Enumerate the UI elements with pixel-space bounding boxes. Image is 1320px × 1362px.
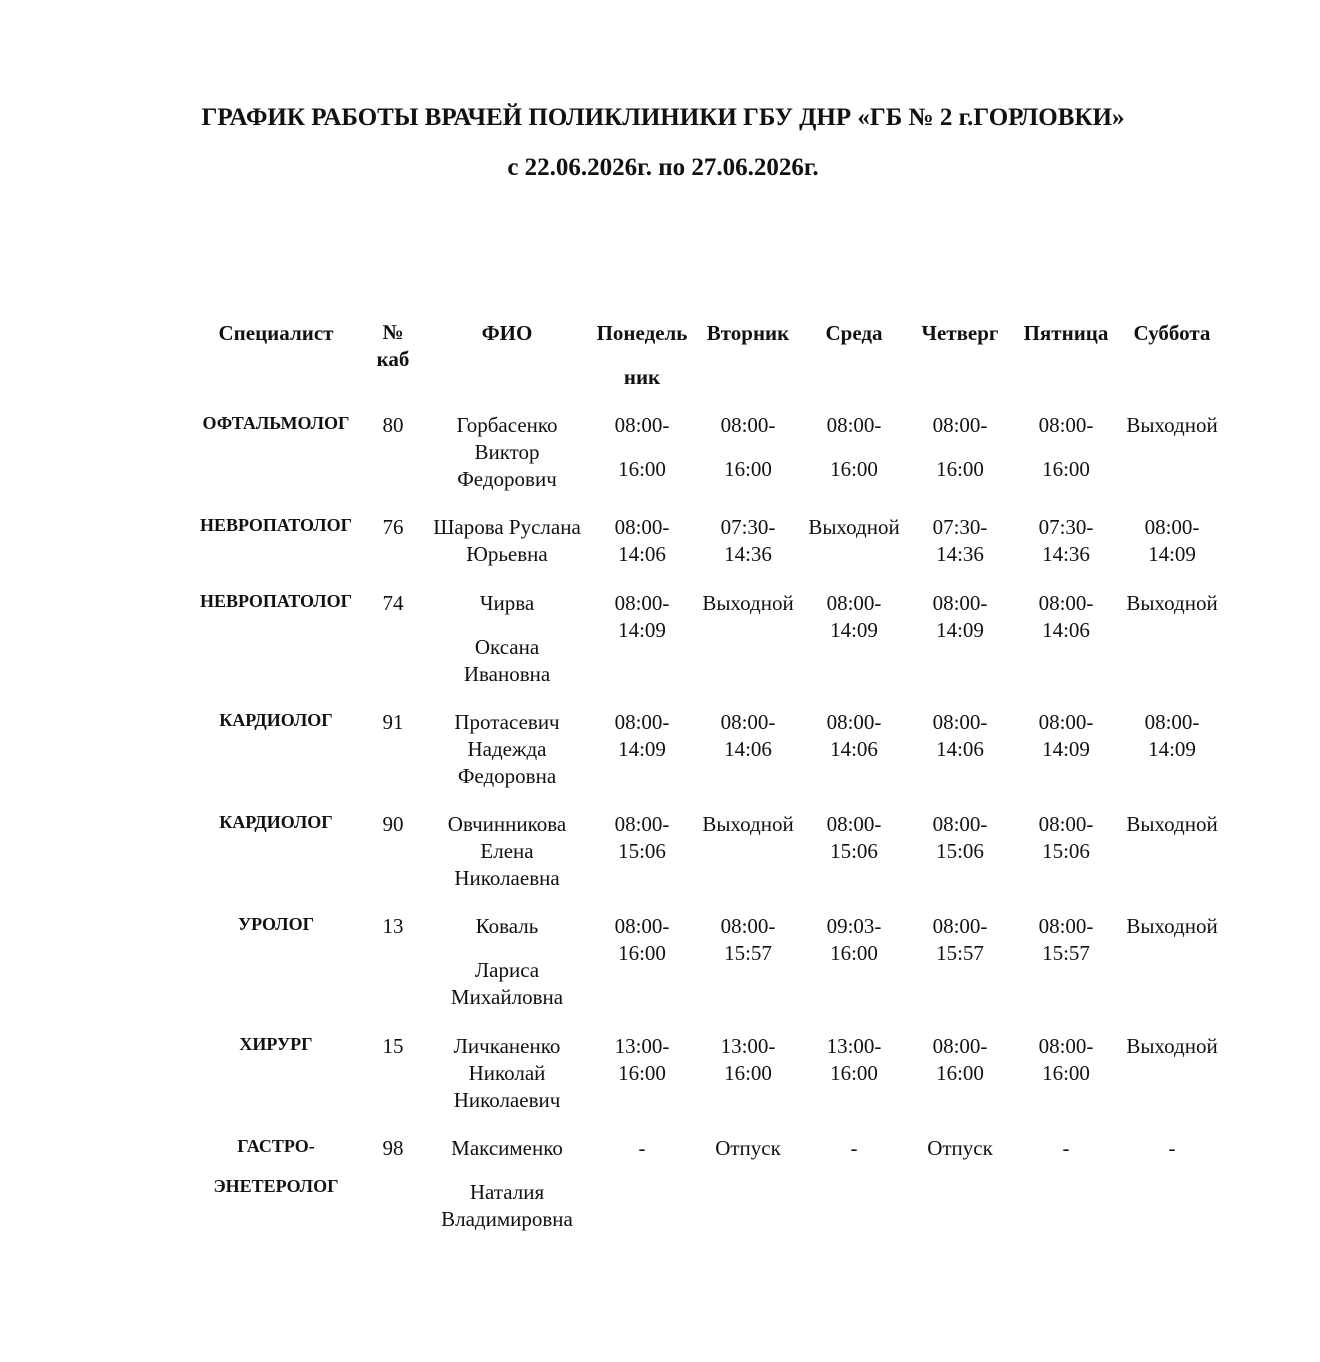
row-day-cell: 14:09 — [830, 618, 878, 642]
row-specialist: ХИРУРГ — [239, 1034, 313, 1054]
row-day-cell: 08:00- — [720, 710, 776, 734]
row-day-cell: - — [850, 1136, 858, 1160]
header-monday: ник — [623, 365, 661, 389]
row-day-cell: Выходной — [1126, 914, 1218, 938]
row-day-cell: 16:00 — [1042, 457, 1090, 481]
row-day-cell: 16:00 — [936, 457, 984, 481]
row-day-cell: 16:00 — [830, 457, 878, 481]
row-day-cell: Выходной — [1126, 1034, 1218, 1058]
row-day-cell: 14:36 — [936, 542, 984, 566]
row-day-cell: Выходной — [808, 515, 900, 539]
row-day-cell: 14:09 — [1042, 737, 1090, 761]
row-day-cell: Отпуск — [715, 1136, 781, 1160]
row-day-cell: 16:00 — [724, 1061, 772, 1085]
row-name: Николаевич — [453, 1088, 561, 1112]
row-day-cell: 08:00- — [826, 413, 882, 437]
row-day-cell: 15:57 — [724, 941, 772, 965]
row-name: Коваль — [475, 914, 539, 938]
row-day-cell: 08:00- — [826, 710, 882, 734]
row-day-cell: 14:06 — [936, 737, 984, 761]
row-day-cell: 14:09 — [618, 618, 666, 642]
row-day-cell: 14:09 — [936, 618, 984, 642]
row-day-cell: Отпуск — [927, 1136, 993, 1160]
row-day-cell: 14:06 — [724, 737, 772, 761]
row-name: Оксана — [474, 635, 540, 659]
row-day-cell: 14:36 — [1042, 542, 1090, 566]
row-day-cell: - — [1168, 1136, 1176, 1160]
row-name: Чирва — [479, 591, 535, 615]
row-room: 76 — [382, 515, 404, 539]
row-day-cell: 16:00 — [830, 941, 878, 965]
row-room: 80 — [382, 413, 404, 437]
row-name: Овчинникова — [447, 812, 567, 836]
row-day-cell: 13:00- — [720, 1034, 776, 1058]
row-day-cell: 14:09 — [1148, 542, 1196, 566]
row-day-cell: 09:03- — [826, 914, 882, 938]
row-day-cell: 08:00- — [932, 591, 988, 615]
row-day-cell: 15:57 — [936, 941, 984, 965]
row-day-cell: 16:00 — [618, 457, 666, 481]
header-thu: Четверг — [921, 321, 999, 345]
row-day-cell: 08:00- — [826, 812, 882, 836]
row-day-cell: 16:00 — [618, 1061, 666, 1085]
row-day-cell: 08:00- — [1144, 710, 1200, 734]
row-name: Владимировна — [441, 1207, 573, 1231]
row-room: 98 — [382, 1136, 404, 1160]
header-name: ФИО — [481, 321, 533, 345]
header-wed: Среда — [825, 321, 883, 345]
row-room: 13 — [382, 914, 404, 938]
row-specialist: ГАСТРО- — [237, 1136, 315, 1156]
row-day-cell: 08:00- — [1038, 710, 1094, 734]
row-name: Николаевна — [454, 866, 560, 890]
row-day-cell: 07:30- — [1038, 515, 1094, 539]
header-tue: Вторник — [706, 321, 790, 345]
row-specialist: КАРДИОЛОГ — [219, 812, 333, 832]
header-specialist: Специалист — [218, 321, 334, 345]
row-day-cell: 08:00- — [614, 710, 670, 734]
row-day-cell: 08:00- — [932, 710, 988, 734]
row-day-cell: Выходной — [1126, 812, 1218, 836]
row-day-cell: 08:00- — [932, 914, 988, 938]
row-day-cell: 08:00- — [932, 812, 988, 836]
row-name: Виктор — [474, 440, 540, 464]
row-room: 90 — [382, 812, 404, 836]
row-day-cell: 08:00- — [826, 591, 882, 615]
row-name: Лариса — [474, 958, 540, 982]
row-day-cell: Выходной — [702, 591, 794, 615]
row-day-cell: - — [638, 1136, 646, 1160]
row-name: Протасевич — [454, 710, 560, 734]
row-day-cell: 16:00 — [724, 457, 772, 481]
row-day-cell: 13:00- — [826, 1034, 882, 1058]
row-day-cell: 08:00- — [614, 812, 670, 836]
row-name: Личканенко — [453, 1034, 561, 1058]
row-day-cell: 08:00- — [720, 914, 776, 938]
row-name: Федорович — [457, 467, 557, 491]
row-name: Наталия — [469, 1180, 545, 1204]
row-specialist: НЕВРОПАТОЛОГ — [199, 591, 353, 611]
row-room: 74 — [382, 591, 404, 615]
header-fri: Пятница — [1023, 321, 1109, 345]
row-day-cell: 16:00 — [618, 941, 666, 965]
header-sat: Суббота — [1133, 321, 1211, 345]
row-day-cell: Выходной — [702, 812, 794, 836]
row-day-cell: 08:00- — [932, 413, 988, 437]
row-day-cell: 14:36 — [724, 542, 772, 566]
row-specialist: ЭНЕТЕРОЛОГ — [213, 1176, 339, 1196]
row-specialist: КАРДИОЛОГ — [219, 710, 333, 730]
row-name: Надежда — [467, 737, 547, 761]
row-room: 15 — [382, 1034, 404, 1058]
row-day-cell: 16:00 — [830, 1061, 878, 1085]
row-day-cell: 15:06 — [618, 839, 666, 863]
row-day-cell: 14:06 — [830, 737, 878, 761]
row-day-cell: 16:00 — [1042, 1061, 1090, 1085]
row-room: 91 — [382, 710, 404, 734]
row-name: Николай — [468, 1061, 546, 1085]
row-day-cell: 08:00- — [1038, 413, 1094, 437]
row-day-cell: Выходной — [1126, 413, 1218, 437]
row-specialist: НЕВРОПАТОЛОГ — [199, 515, 353, 535]
row-day-cell: 15:06 — [936, 839, 984, 863]
row-day-cell: 13:00- — [614, 1034, 670, 1058]
row-day-cell: 08:00- — [1038, 914, 1094, 938]
row-day-cell: 08:00- — [614, 591, 670, 615]
row-day-cell: 08:00- — [1144, 515, 1200, 539]
row-specialist: УРОЛОГ — [237, 914, 315, 934]
row-name: Юрьевна — [466, 542, 548, 566]
row-day-cell: 14:06 — [618, 542, 666, 566]
row-day-cell: 08:00- — [614, 914, 670, 938]
row-name: Ивановна — [463, 662, 551, 686]
row-day-cell: 14:06 — [1042, 618, 1090, 642]
row-day-cell: 07:30- — [720, 515, 776, 539]
row-name: Михайловна — [450, 985, 564, 1009]
row-name: Елена — [480, 839, 534, 863]
row-day-cell: 08:00- — [614, 515, 670, 539]
row-name: Максименко — [451, 1136, 563, 1160]
header-room: № — [382, 320, 404, 344]
row-day-cell: 15:57 — [1042, 941, 1090, 965]
row-day-cell: - — [1062, 1136, 1070, 1160]
row-day-cell: 08:00- — [1038, 812, 1094, 836]
header-room: каб — [376, 347, 410, 371]
row-day-cell: 08:00- — [614, 413, 670, 437]
row-day-cell: 08:00- — [932, 1034, 988, 1058]
row-day-cell: 08:00- — [720, 413, 776, 437]
page-title: ГРАФИК РАБОТЫ ВРАЧЕЙ ПОЛИКЛИНИКИ ГБУ ДНР «ГБ № 2 г.ГОРЛОВКИ» — [201, 104, 1125, 131]
header-monday: Понедель — [596, 321, 688, 345]
row-day-cell: 08:00- — [1038, 1034, 1094, 1058]
row-day-cell: 08:00- — [1038, 591, 1094, 615]
row-day-cell: 14:09 — [1148, 737, 1196, 761]
row-day-cell: 14:09 — [618, 737, 666, 761]
row-specialist: ОФТАЛЬМОЛОГ — [202, 413, 350, 433]
row-day-cell: 07:30- — [932, 515, 988, 539]
row-name: Горбасенко — [456, 413, 558, 437]
row-name: Федоровна — [457, 764, 557, 788]
row-day-cell: 15:06 — [1042, 839, 1090, 863]
row-day-cell: Выходной — [1126, 591, 1218, 615]
row-name: Шарова Руслана — [433, 515, 581, 539]
row-day-cell: 16:00 — [936, 1061, 984, 1085]
date-range: с 22.06.2026г. по 27.06.2026г. — [507, 154, 819, 181]
row-day-cell: 15:06 — [830, 839, 878, 863]
